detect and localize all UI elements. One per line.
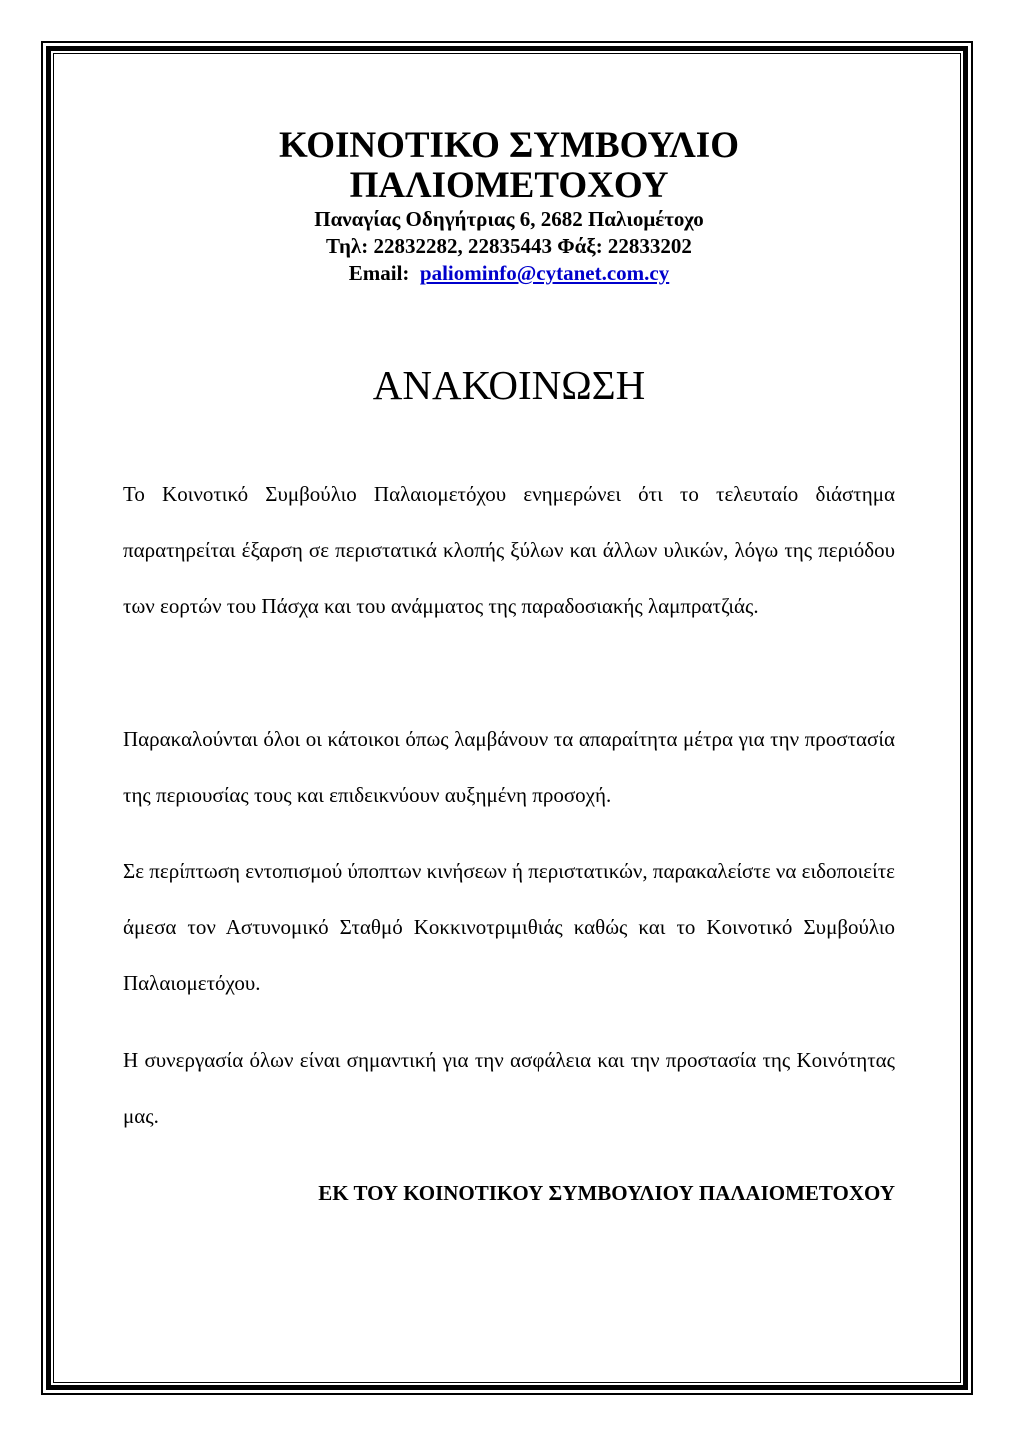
announcement-title: ΑΝΑΚΟΙΝΩΣΗ (372, 362, 646, 408)
org-email-line (60, 260, 958, 287)
org-name-line1: ΚΟΙΝΟΤΙΚΟ ΣΥΜΒΟΥΛΙΟ (279, 125, 739, 166)
paragraph-3 (123, 843, 895, 1011)
signature: ΕΚ ΤΟΥ ΚΟΙΝΟΤΙΚΟΥ ΣΥΜΒΟΥΛΙΟΥ ΠΑΛΑΙΟΜΕΤΟΧΟΥ (318, 1181, 895, 1205)
paragraph-text: Παρακαλούνται όλοι οι κάτοικοι όπως λαμβάνουν τα απαραίτητα μέτρα για την προστασία της περιουσίας τους και επιδεικνύουν αυξημένη προσοχή. (123, 727, 895, 807)
email-link[interactable]: paliominfo@cytanet.com.cy (419, 261, 670, 285)
paragraph-text: Σε περίπτωση εντοπισμού ύποπτων κινήσεων ή περιστατικών, παρακαλείστε να ειδοποιείτε άμεσα τον Αστυνομικό Σταθμό Κοκκινοτριμιθιάς καθώς και το Κοινοτικό Συμβούλιο Παλαιομετόχου. (123, 859, 895, 995)
org-phones: Τηλ: 22832282, 22835443 Φάξ: 22833202 (326, 234, 692, 258)
paragraph-2 (123, 711, 895, 823)
letterhead (60, 126, 958, 287)
paragraph-text: Το Κοινοτικό Συμβούλιο Παλαιομετόχου ενημερώνει ότι το τελευταίο διάστημα παρατηρείται έξαρση σε περιστατικά κλοπής ξύλων και άλλων υλικών, λόγω της περιόδου των εορτών του Πάσχα και του ανάμματος της παραδοσιακής λαμπρατζιάς. (123, 482, 895, 618)
org-address: Παναγίας Οδηγήτριας 6, 2682 Παλιομέτοχο (314, 207, 704, 231)
paragraph-1 (123, 466, 895, 634)
org-name-line2: ΠΑΛΙΟΜΕΤΟΧΟΥ (349, 165, 669, 206)
email-label: Email: (348, 261, 410, 285)
paragraph-4 (123, 1032, 895, 1144)
paragraph-text: Η συνεργασία όλων είναι σημαντική για την ασφάλεια και την προστασία της Κοινότητας μας. (123, 1048, 895, 1128)
